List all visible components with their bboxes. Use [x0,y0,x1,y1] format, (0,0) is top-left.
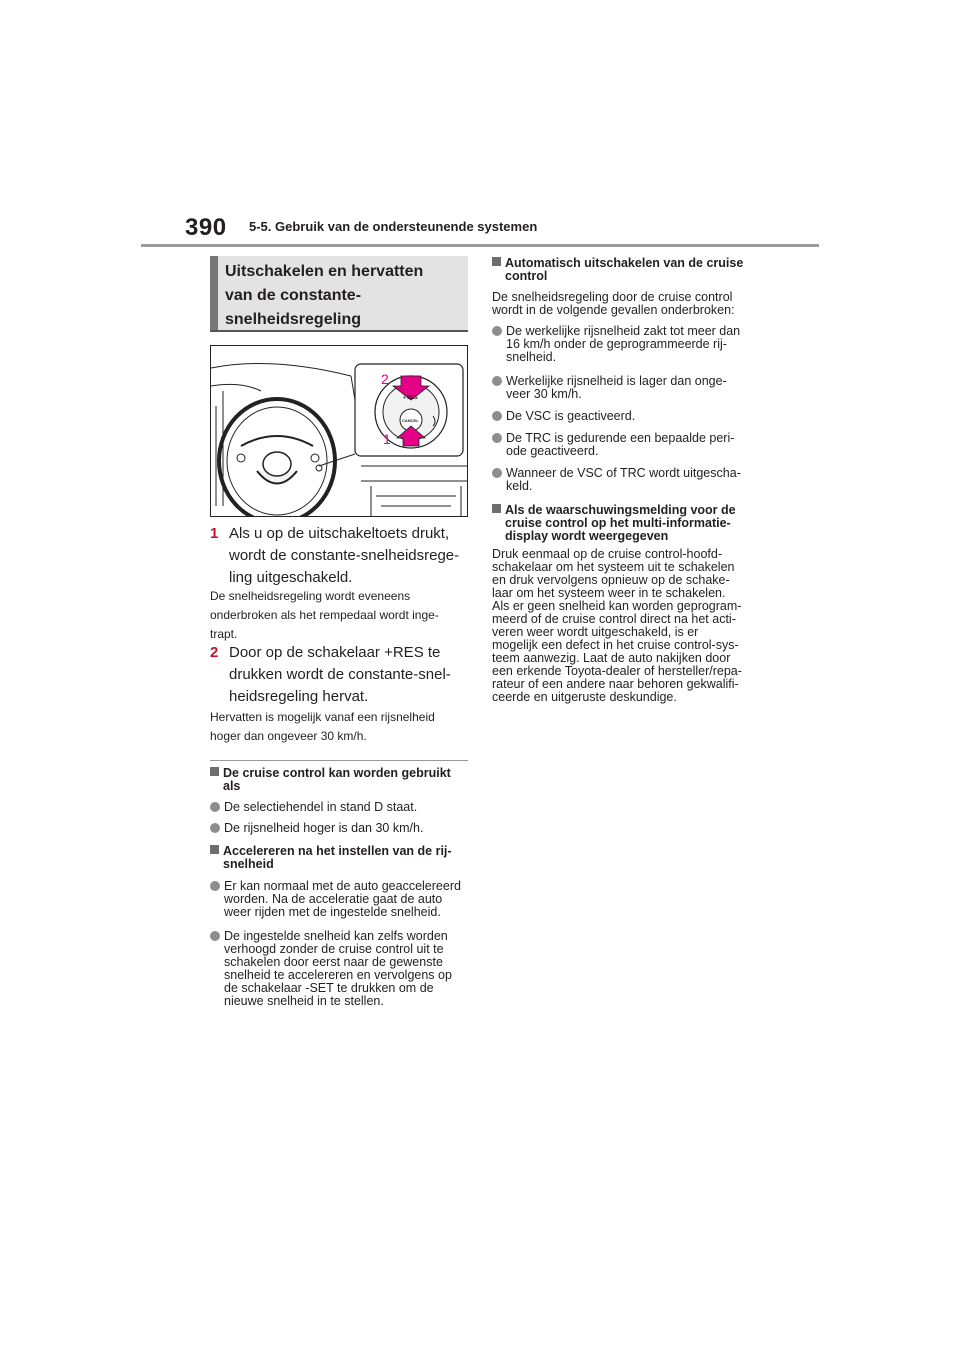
bullet-text: De rijsnelheid hoger is dan 30 km/h. [224,821,424,835]
bullet-dot-icon [492,326,502,336]
step-text-line: ling uitgeschakeld. [229,569,353,586]
bullet-dot-icon [210,931,220,941]
list-item [492,432,771,458]
bullet-dot-icon [210,881,220,891]
res-label: + RES [403,395,418,401]
bullet-dot-icon [210,823,220,833]
step-text-line: heidsregeling hervat. [229,688,369,705]
bullet-text: De werkelijke rijsnelheid zakt tot meer dan [506,324,741,338]
bullet-text: worden. Na de acceleratie gaat de auto [224,892,443,906]
steering-wheel [219,399,335,517]
section-title-line: van de constante- [225,287,362,304]
section-heading-bar [210,256,218,330]
bullet-text: ode geactiveerd. [506,444,599,458]
step-1 [210,523,464,589]
paragraph-line: rateur of een andere naar behoren gekwalifi- [492,677,739,691]
section-title-line: snelheidsregeling [225,311,362,328]
step-text-line: drukken wordt de constante-snel- [229,666,451,683]
bullet-text: De TRC is gedurende een bepaalde peri- [506,431,735,445]
bullet-dot-icon [210,802,220,812]
bullet-text: Wanneer de VSC of TRC wordt uitgescha- [506,466,741,480]
list-item [492,325,771,364]
switch-callout [355,364,463,456]
paragraph-line: ceerde en uitgeruste deskundige. [492,690,677,704]
paragraph-line: en druk vervolgens opnieuw op de schake- [492,573,730,587]
subheading-line: display wordt weergegeven [505,529,669,543]
subheading-line: control [505,269,548,283]
bullet-text: Werkelijke rijsnelheid is lager dan onge- [506,374,727,388]
note-line: trapt. [210,627,238,641]
paragraph-line: schakelaar om het systeem uit te schakelen [492,560,735,574]
bullet-dot-icon [492,376,502,386]
bullet-text: 16 km/h onder de geprogrammeerde rij- [506,337,727,351]
square-bullet-icon [210,845,219,854]
bullet-text: De ingestelde snelheid kan zelfs worden [224,929,448,943]
note-line: De snelheidsregeling wordt eveneens [210,589,411,603]
step-1-note [210,587,439,644]
list-item [492,410,771,423]
bullet-text: verhoogd zonder de cruise control uit te [224,942,444,956]
page-number: 390 [185,214,227,241]
square-bullet-icon [210,767,219,776]
bullet-text: De VSC is geactiveerd. [506,409,636,423]
list-item [210,880,482,919]
paragraph-line: veren weer wordt uitgeschakeld, is er [492,625,699,639]
bullet-text: De selectiehendel in stand D staat. [224,800,418,814]
bullet-text: keld. [506,479,533,493]
bullet-dot-icon [492,411,502,421]
bullet-text: nieuwe snelheid in te stellen. [224,994,384,1008]
paragraph-line: meerd of de cruise control direct na het acti- [492,612,736,626]
paragraph-line: teem aanwezig. Laat de auto nakijken door [492,651,731,665]
bullet-dot-icon [492,433,502,443]
section-title-line: Uitschakelen en hervatten [225,263,424,280]
subheading-cruise-usable [210,767,481,793]
paragraph-line: een erkende Toyota-dealer of hersteller/repa- [492,664,742,678]
bullet-dot-icon [492,468,502,478]
paragraph-line: laar om het systeem weer in te schakelen. [492,586,726,600]
list-item [492,467,771,493]
bullet-text: Er kan normaal met de auto geaccelereerd [224,879,461,893]
paragraph [492,548,762,704]
bullet-text: weer rijden met de ingestelde snelheid. [224,905,441,919]
step-text-line: wordt de constante-snelheidsrege- [229,547,460,564]
list-item [210,930,482,1008]
square-bullet-icon [492,504,501,513]
note-line: Hervatten is mogelijk vanaf een rijsnelheid [210,710,435,724]
section-title [225,260,465,332]
step-2-note [210,708,435,746]
subheading-line: Automatisch uitschakelen van de cruise [505,256,744,270]
paragraph-line: wordt in de volgende gevallen onderbroken: [492,303,735,317]
subheading-auto-disable [492,257,770,283]
subheading-line: cruise control op het multi-informatie- [505,516,731,530]
list-item [210,801,482,814]
square-bullet-icon [492,257,501,266]
subheading-line: Accelereren na het instellen van de rij- [223,844,452,858]
step-2 [210,642,464,708]
header-rule [141,244,819,247]
note-line: onderbroken als het rempedaal wordt inge- [210,608,439,622]
callout-2: 2 [381,371,389,387]
subheading-line: Als de waarschuwingsmelding voor de [505,503,736,517]
subheading-line: als [223,779,241,793]
bullet-text: snelheid te accelereren en vervolgens op [224,968,452,982]
bullet-text: veer 30 km/h. [506,387,582,401]
list-item [210,822,482,835]
bullet-text: schakelen door eerst naar de gewenste [224,955,443,969]
step-number: 1 [210,525,219,542]
step-number: 2 [210,644,219,661]
bullet-text: snelheid. [506,350,557,364]
subheading-line: snelheid [223,857,274,871]
callout-1: 1 [383,431,391,447]
subheading-accelerate [210,845,481,871]
note-line: hoger dan ongeveer 30 km/h. [210,729,367,743]
subheading-line: De cruise control kan worden gebruikt [223,766,451,780]
paragraph [492,291,757,317]
paragraph-line: De snelheidsregeling door de cruise control [492,290,733,304]
subheading-warning-message [492,504,770,543]
steering-wheel-illustration [210,345,468,517]
bullet-text: de schakelaar -SET te drukken om de [224,981,434,995]
step-text-line: Als u op de uitschakeltoets drukt, [229,525,450,542]
paragraph-line: mogelijk een defect in het cruise control-sys- [492,638,739,652]
chapter-title: 5-5. Gebruik van de ondersteunende systemen [249,219,538,234]
step-text-line: Door op de schakelaar +RES te [229,644,441,661]
list-item [492,375,771,401]
steering-wheel-drawing [211,346,468,517]
section-divider [210,760,468,761]
cancel-label: CANCEL [402,418,419,423]
paragraph-line: Druk eenmaal op de cruise control-hoofd- [492,547,722,561]
paragraph-line: Als er geen snelheid kan worden geprogram- [492,599,742,613]
